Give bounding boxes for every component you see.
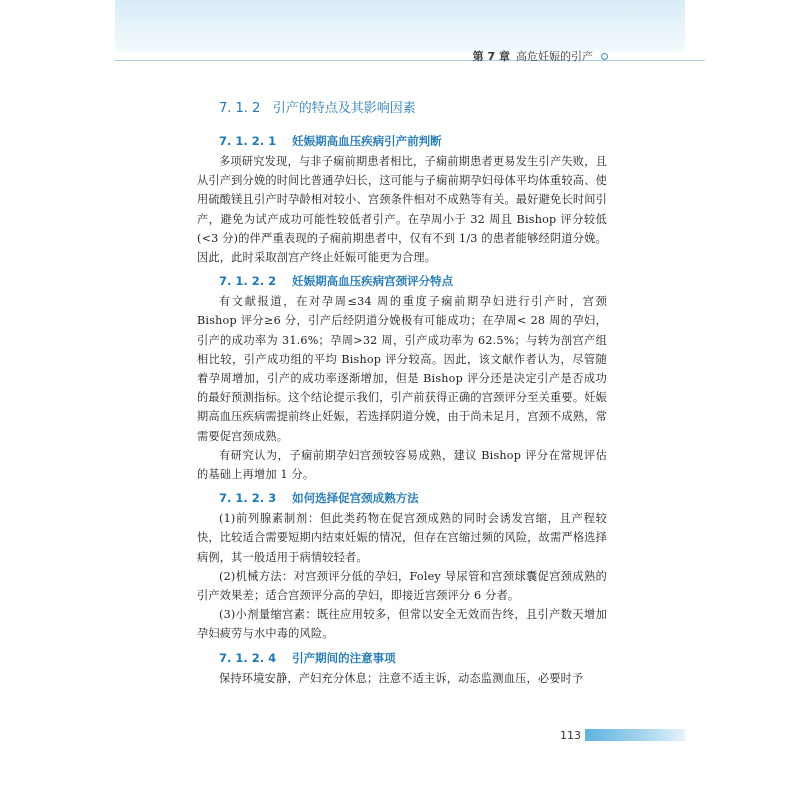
paragraph: (2)机械方法：对宫颈评分低的孕妇，Foley 导尿管和宫颈球囊促宫颈成熟的引产效果差；适合宫颈评分高的孕妇，即接近宫颈评分 6 分者。 [197, 569, 607, 603]
header-band [115, 0, 685, 52]
section-title: 引产的特点及其影响因素 [272, 101, 416, 116]
page-footer [560, 728, 685, 742]
page-number: 113 [560, 728, 581, 742]
subsection-heading [219, 487, 607, 509]
paragraph: 有研究认为，子痫前期孕妇宫颈较容易成熟，建议 Bishop 评分在常规评估的基础上再增加 1 分。 [197, 448, 607, 482]
section-number: 7. 1. 2 [219, 101, 261, 116]
circle-icon [601, 53, 608, 60]
subsection-heading [219, 130, 607, 152]
header-rule [115, 60, 705, 61]
chapter-label: 第 7 章 [472, 50, 510, 63]
paragraph: (3)小剂量缩宫素：既往应用较多，但常以安全无效而告终，且引产数天增加孕妇疲劳与水中毒的风险。 [197, 608, 607, 641]
subsection-title: 引产期间的注意事项 [292, 650, 396, 665]
section-heading [219, 98, 607, 120]
subsection-number: 7. 1. 2. 1 [219, 134, 277, 148]
chapter-title: 高危妊娠的引产 [516, 50, 593, 63]
subsection-number: 7. 1. 2. 2 [219, 274, 277, 289]
paragraph: 有文献报道，在对孕周≤34 周的重度子痫前期孕妇进行引产时，宫颈 Bishop 评分≥6 分，引产后经阴道分娩极有可能成功；在孕周< 28 周的孕妇，引产的成功率为 31.6%；孕周>32 周，引产成功率为 62.5%；与转为剖宫产组相比较，引产成功组的平均 Bishop 评分较高。因此，该文献作者认为，尽管随着孕周增加，引产的成功率逐渐增加，但是 Bishop 评分还是决定引产是否成功的最好预测指标。这个结论提示我们，引产前获得正确的宫颈评分至关重要。妊娠期高血压疾病需提前终止妊娠，若选择阴道分娩，由于尚未足月，宫颈不成熟，常需要促宫颈成熟。 [197, 295, 607, 443]
subsection-number: 7. 1. 2. 3 [219, 491, 277, 506]
subsection-title: 妊娠期高血压疾病宫颈评分特点 [292, 274, 454, 289]
page-body [197, 98, 607, 688]
page-number-bar [585, 729, 685, 741]
paragraph: 保持环境安静，产妇充分休息；注意不适主诉，动态监测血压，必要时予 [219, 671, 584, 685]
subsection-heading [219, 647, 607, 669]
subsection-number: 7. 1. 2. 4 [219, 650, 277, 665]
paragraph: (1)前列腺素制剂：但此类药物在促宫颈成熟的同时会诱发宫缩，且产程较快，比较适合需要短期内结束妊娠的情况，但存在宫缩过频的风险，故需严格选择病例，其一般适用于病情较轻者。 [197, 512, 607, 564]
paragraph: 多项研究发现，与非子痫前期患者相比，子痫前期患者更易发生引产失败，且从引产到分娩的时间比普通孕妇长，这可能与子痫前期孕妇母体平均体重较高、使用硫酸镁且引产时孕龄相对较小、宫颈条件相对不成熟等有关。最好避免长时间引产，避免为试产成功可能性较低者引产。在孕周小于 32 周且 Bishop 评分较低(<3 分)的伴严重表现的子痫前期患者中，仅有不到 1/3 的患者能够经阴道分娩。因此，此时采取剖宫产终止妊娠可能更为合理。 [197, 155, 607, 265]
subsection-heading [219, 270, 607, 292]
subsection-title: 如何选择促宫颈成熟方法 [292, 491, 419, 506]
subsection-title: 妊娠期高血压疾病引产前判断 [292, 134, 442, 148]
running-head [473, 48, 608, 64]
